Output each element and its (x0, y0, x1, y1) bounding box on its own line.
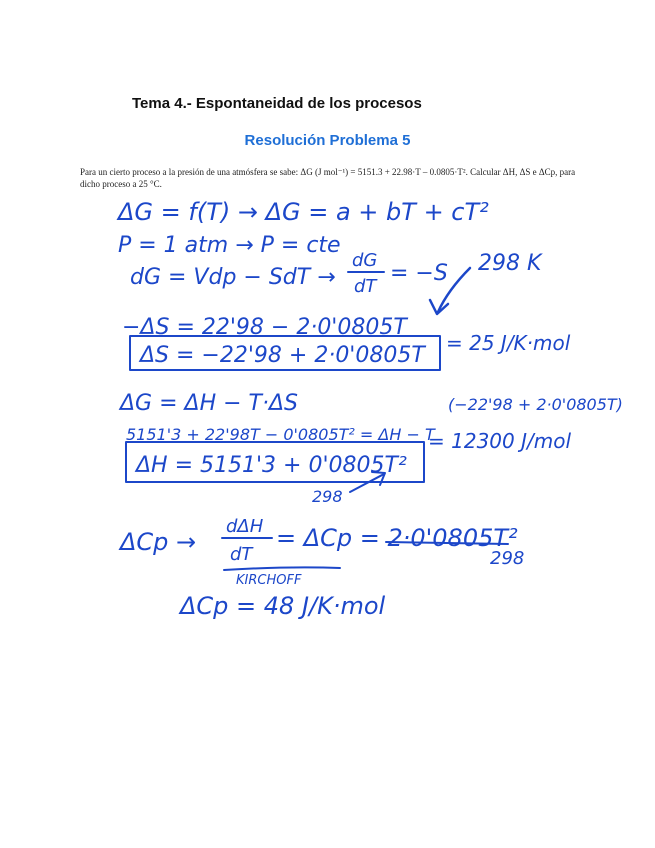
problem-statement: Para un cierto proceso a la presión de una atmósfera se sabe: ΔG (J mol⁻¹) = 5151.3 + 22.98·T – 0.0805·T². Calcular ΔH, ΔS e ΔCp, para dicho proceso a 25 °C. (80, 167, 576, 189)
handwritten-line-7: 5151'3 + 22'98T − 0'0805T² = ΔH − T (126, 425, 435, 444)
handwritten-line-1: ΔG = f(T) → ΔG = a + bT + cT² (118, 198, 489, 226)
handwritten-line-7-bracket: (−22'98 + 2·0'0805T) (448, 395, 623, 414)
enthalpy-result: = 12300 J/mol (428, 429, 572, 453)
handwritten-line-2: P = 1 atm → P = cte (118, 233, 341, 258)
kirchhoff-denominator: dT (230, 544, 253, 565)
note-298k: 298 K (478, 251, 542, 276)
handwritten-line-9-result: = ΔCp = 2·0'0805T² (276, 524, 518, 552)
derivative-numerator: dG (352, 250, 378, 271)
kirchhoff-underline (224, 567, 340, 570)
page-title: Tema 4.- Espontaneidad de los procesos (132, 95, 422, 112)
handwritten-line-8: ΔH = 5151'3 + 0'0805T² (136, 453, 407, 478)
handwritten-line-6: ΔG = ΔH − T·ΔS (120, 391, 298, 416)
handwritten-line-3-result: = −S (390, 261, 448, 286)
handwritten-line-9: ΔCp → (120, 528, 197, 556)
entropy-result: = 25 J/K·mol (446, 331, 571, 355)
handwritten-line-4: −ΔS = 22'98 − 2·0'0805T (122, 315, 407, 340)
kirchhoff-numerator: dΔH (226, 516, 264, 537)
handwritten-line-5: ΔS = −22'98 + 2·0'0805T (140, 343, 425, 368)
handwritten-line-10: ΔCp = 48 J/K·mol (180, 592, 386, 620)
problem-subtitle: Resolución Problema 5 (244, 132, 411, 149)
note-298-b: 298 (490, 548, 525, 569)
handwritten-line-3: dG = Vdp − SdT → (130, 265, 336, 290)
arrow-head (430, 300, 448, 314)
kirchhoff-label: KIRCHOFF (236, 573, 302, 588)
note-298: 298 (312, 487, 343, 506)
derivative-denominator: dT (354, 276, 377, 297)
